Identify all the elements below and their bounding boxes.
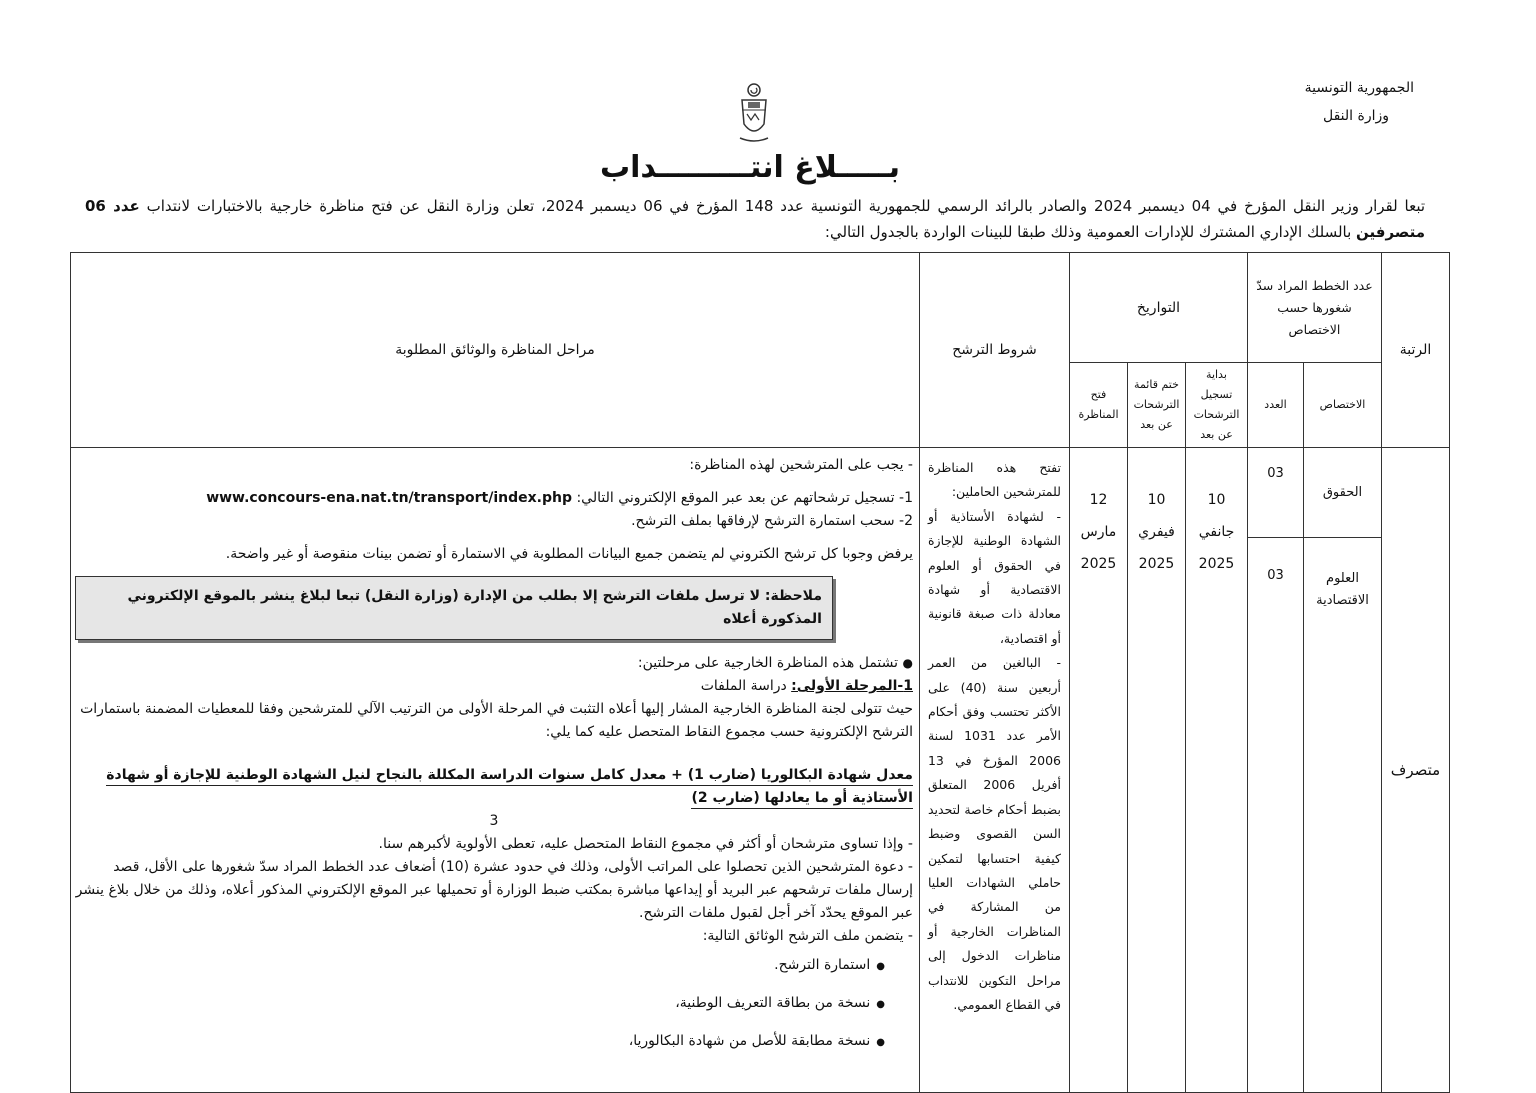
intro-paragraph (85, 193, 1425, 245)
stages-must: - يجب على المترشحين لهذه المناظرة: (689, 457, 913, 473)
reg-close-date (1127, 448, 1185, 1093)
header-rank: الرتبة (1382, 253, 1450, 448)
header-reg-close: ختم قائمة الترشحات عن بعد (1127, 363, 1185, 448)
tunisia-coat-of-arms-icon (736, 82, 772, 146)
rank-cell: متصرف (1382, 448, 1450, 1093)
stages-cell (71, 448, 920, 1093)
two-stages-text: تشتمل هذه المناظرة الخارجية على مرحلتين: (637, 655, 899, 671)
conditions-degree: - لشهادة الأستاذية أو الشهادة الوطنية للإجازة في الحقوق أو العلوم الاقتصادية أو شهادة معادلة ذات صبغة قانونية أو اقتصادية، (927, 508, 1061, 646)
reg-close-month: فيفري (1138, 524, 1175, 540)
exam-open-day: 12 (1089, 492, 1108, 508)
exam-open-year: 2025 (1080, 556, 1117, 572)
header-count: العدد (1247, 363, 1303, 448)
ministry-name: وزارة النقل (1322, 108, 1389, 124)
conditions-intro: تفتح هذه المناظرة للمترشحين الحاملين: (927, 460, 1061, 500)
header-specialty: الاختصاص (1304, 363, 1382, 448)
intro-text-2: بالسلك الإداري المشترك للإدارات العمومية وذلك طبقا للبينات الواردة بالجدول التالي: (824, 223, 1357, 241)
invite-rule: - دعوة المترشحين الذين تحصلوا على المراتب الأولى، وذلك في حدود عشرة (10) أضعاف عدد الخطط المراد سدّ شغورها على الأقل، قصد إرسال ملفات ترشحهم عبر البريد أو إيداعها مباشرة بمكتب ضبط الوزارة أو تحميلها عبر الموقع الإلكتروني المذكور أعلاه، وذلك من خلال بلاغ ينشر عبر الموقع يحدّد آخر أجل لقبول ملفات الترشح. (75, 859, 913, 921)
exam-open-month: مارس (1080, 524, 1117, 540)
header-stages: مراحل المناظرة والوثائق المطلوبة (71, 253, 920, 448)
recruitment-table (70, 252, 1450, 1093)
conditions-cell (919, 448, 1069, 1093)
header-conditions: شروط الترشح (919, 253, 1069, 448)
step-download-form: 2- سحب استمارة الترشح لإرفاقها بملف الترشح. (631, 513, 913, 529)
conditions-age: - البالغين من العمر أربعين سنة (40) على الأكثر تحتسب وفق أحكام الأمر عدد 1031 لسنة 2006 المؤرخ في 13 أفريل 2006 المتعلق بضبط أحكام خاصة لتحديد السن القصوى وضبط كيفية احتسابها لتمكين حاملي الشهادات العليا من المشاركة في المناظرات الخارجية أو مناظرات الدخول إلى مراحل التكوين للانتداب في القطاع العمومي. (927, 655, 1061, 1012)
count-economics: 03 (1247, 538, 1303, 1093)
stage1-label: 1-المرحلة الأولى: (791, 678, 913, 694)
reg-start-day: 10 (1207, 492, 1226, 508)
bullet-icon: ● (902, 656, 913, 670)
intro-bold: عدد 06 متصرفين (85, 197, 1425, 241)
note-box: ملاحظة: لا ترسل ملفات الترشح إلا بطلب من الإدارة (وزارة النقل) تبعا لبلاغ ينشر بالموقع الإلكتروني المذكورة أعلاه (75, 576, 833, 640)
stage1-description: حيث تتولى لجنة المناظرة الخارجية المشار إليها أعلاه التثبت في المرحلة الأولى من الترتيب الآلي للمترشحين وفقا للمعطيات المضمنة باستمارات الترشح الإلكترونية حسب مجموع النقاط المتحصل عليه كما يلي: (80, 701, 913, 740)
reg-start-date (1185, 448, 1247, 1093)
tie-rule: - وإذا تساوى مترشحان أو أكثر في مجموع النقاط المتحصل عليه، تعطى الأولوية لأكبرهم سنا. (378, 836, 913, 852)
count-law: 03 (1247, 448, 1303, 538)
list-item: ● استمارة الترشح. (75, 954, 885, 978)
rejection-rule: يرفض وجوبا كل ترشح الكتروني لم يتضمن جميع البيانات المطلوبة في الاستمارة أو تضمن بينات منقوصة أو غير واضحة. (225, 546, 913, 562)
list-item: ● نسخة مطابقة للأصل من شهادة البكالوريا، (75, 1030, 885, 1054)
reg-close-year: 2025 (1138, 556, 1175, 572)
required-documents-list (75, 954, 885, 1054)
reg-close-day: 10 (1147, 492, 1166, 508)
docs-intro: - يتضمن ملف الترشح الوثائق التالية: (702, 928, 913, 944)
header-dates: التواريخ (1069, 253, 1247, 363)
specialty-law: الحقوق (1304, 448, 1382, 538)
header-plan: عدد الخطط المراد سدّ شغورها حسب الاختصاص (1247, 253, 1381, 363)
specialty-economics: العلوم الاقتصادية (1304, 538, 1382, 1093)
registration-link[interactable]: www.concours-ena.nat.tn/transport/index.php (206, 490, 572, 506)
header-reg-start: بداية تسجيل الترشحات عن بعد (1185, 363, 1247, 448)
formula-divisor: 3 (489, 813, 499, 829)
scoring-formula: معدل شهادة البكالوريا (ضارب 1) + معدل كامل سنوات الدراسة المكللة بالنجاح لنيل الشهادة الوطنية للإجازة أو شهادة الأستاذية أو ما يعادلها (ضارب 2) (106, 767, 913, 809)
reg-start-year: 2025 (1198, 556, 1235, 572)
intro-text-1: تبعا لقرار وزير النقل المؤرخ في 04 ديسمبر 2024 والصادر بالرائد الرسمي للجمهورية التونسية عدد 148 المؤرخ في 06 ديسمبر 2024، تعلن وزارة النقل عن فتح مناظرة خارجية بالاختبارات لانتداب (139, 197, 1426, 215)
step-register: 1- تسجيل ترشحاتهم عن بعد عبر الموقع الإلكتروني التالي: (572, 490, 913, 506)
page-title: بـــــلاغ انتـــــــــداب (599, 150, 901, 185)
letterhead (1305, 74, 1414, 130)
exam-open-date (1069, 448, 1127, 1093)
reg-start-month: جانفي (1198, 524, 1235, 540)
header-exam-open: فتح المناظرة (1069, 363, 1127, 448)
stage1-text: دراسة الملفات (700, 678, 792, 694)
list-item: ● نسخة من بطاقة التعريف الوطنية، (75, 992, 885, 1016)
country-name: الجمهورية التونسية (1304, 80, 1414, 96)
